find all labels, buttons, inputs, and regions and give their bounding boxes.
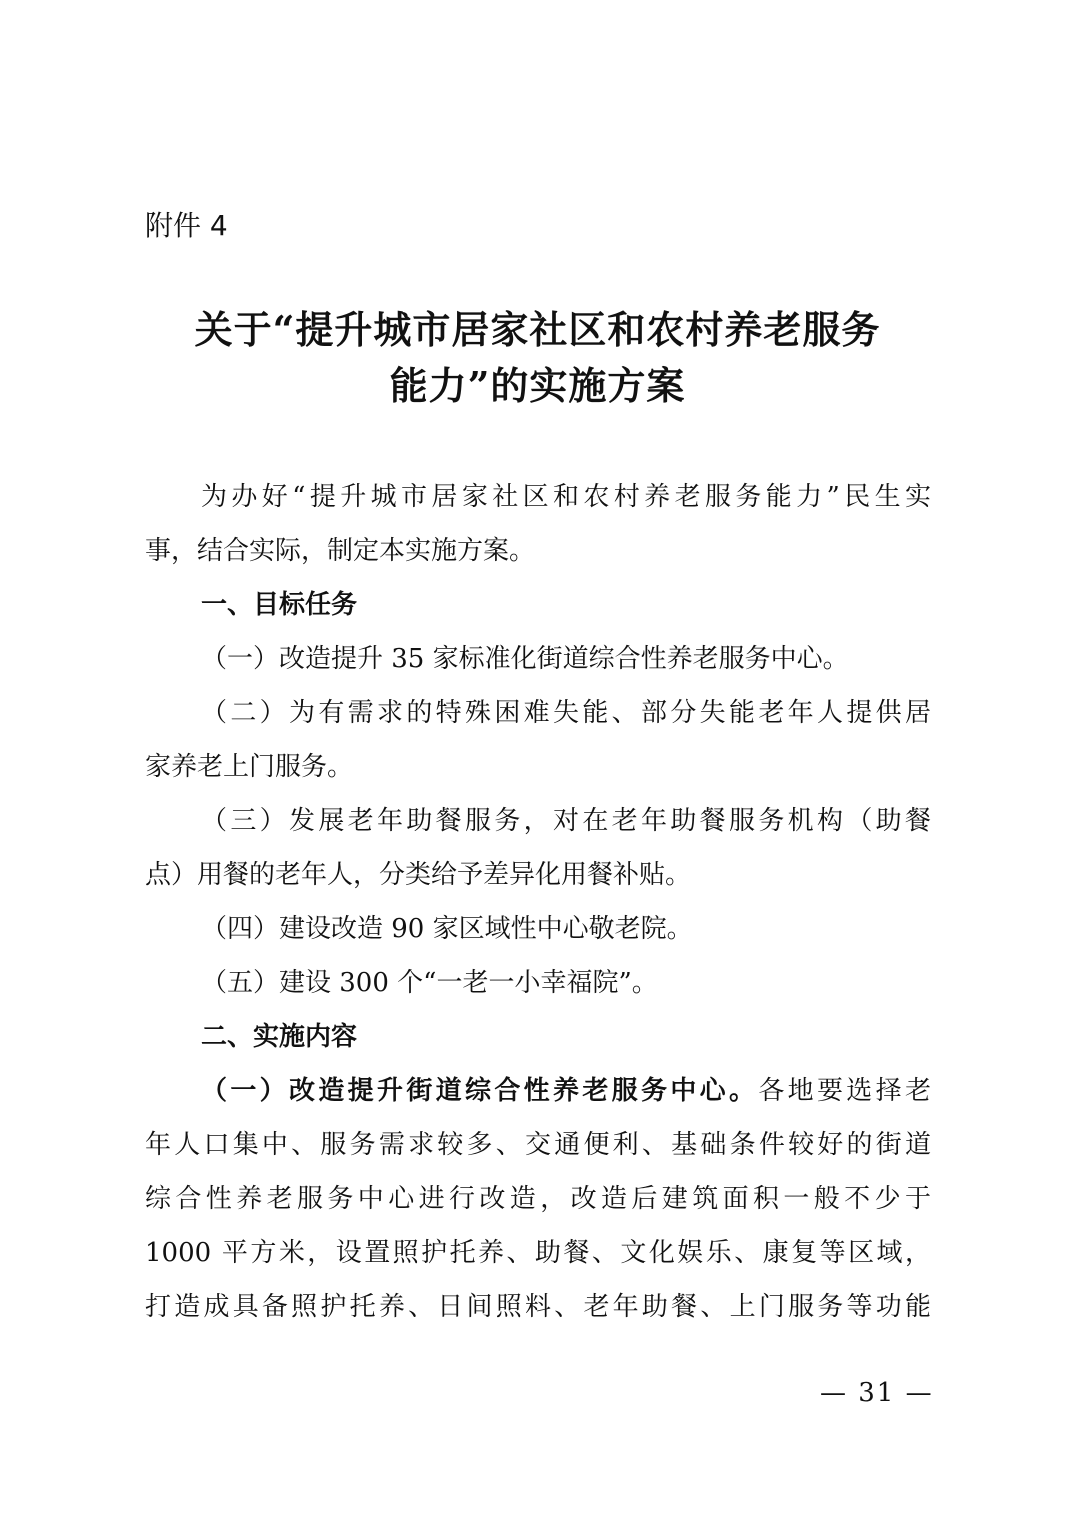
title-line: 能力”的实施方案 (389, 363, 686, 408)
paragraph-line (145, 1064, 931, 1118)
list-item: （一）改造提升 35 家标准化街道综合性养老服务中心。 (201, 644, 849, 674)
page-number: — 31 — (820, 1378, 934, 1408)
paragraph-line: 综合性养老服务中心进行改造，改造后建筑面积一般不少于 (145, 1184, 931, 1214)
document-body (145, 470, 931, 1334)
section-heading: 一、目标任务 (201, 590, 358, 620)
list-item-cont: 点）用餐的老年人，分类给予差异化用餐补贴。 (145, 860, 692, 890)
title-line: 关于“提升城市居家社区和农村养老服务 (194, 307, 881, 352)
intro-line: 事，结合实际，制定本实施方案。 (145, 536, 536, 566)
paragraph-line: 1000 平方米，设置照护托养、助餐、文化娱乐、康复等区域， (145, 1238, 931, 1268)
attachment-label: 附件 4 (145, 209, 228, 242)
paragraph-text: 各地要选择老 (758, 1076, 931, 1106)
intro-line: 为办好“提升城市居家社区和农村养老服务能力”民生实 (201, 482, 931, 512)
list-item: （二）为有需求的特殊困难失能、部分失能老年人提供居 (201, 698, 931, 728)
paragraph-line: 打造成具备照护托养、日间照料、老年助餐、上门服务等功能 (145, 1292, 931, 1322)
list-item: （三）发展老年助餐服务，对在老年助餐服务机构（助餐 (201, 806, 931, 836)
subsection-heading: （一）改造提升街道综合性养老服务中心。 (201, 1076, 759, 1106)
document-title (0, 302, 1075, 414)
list-item: （四）建设改造 90 家区域性中心敬老院。 (201, 914, 693, 944)
list-item: （五）建设 300 个“一老一小幸福院”。 (201, 968, 658, 998)
paragraph-line: 年人口集中、服务需求较多、交通便利、基础条件较好的街道 (145, 1130, 931, 1160)
section-heading: 二、实施内容 (201, 1022, 358, 1052)
list-item-cont: 家养老上门服务。 (145, 752, 354, 782)
